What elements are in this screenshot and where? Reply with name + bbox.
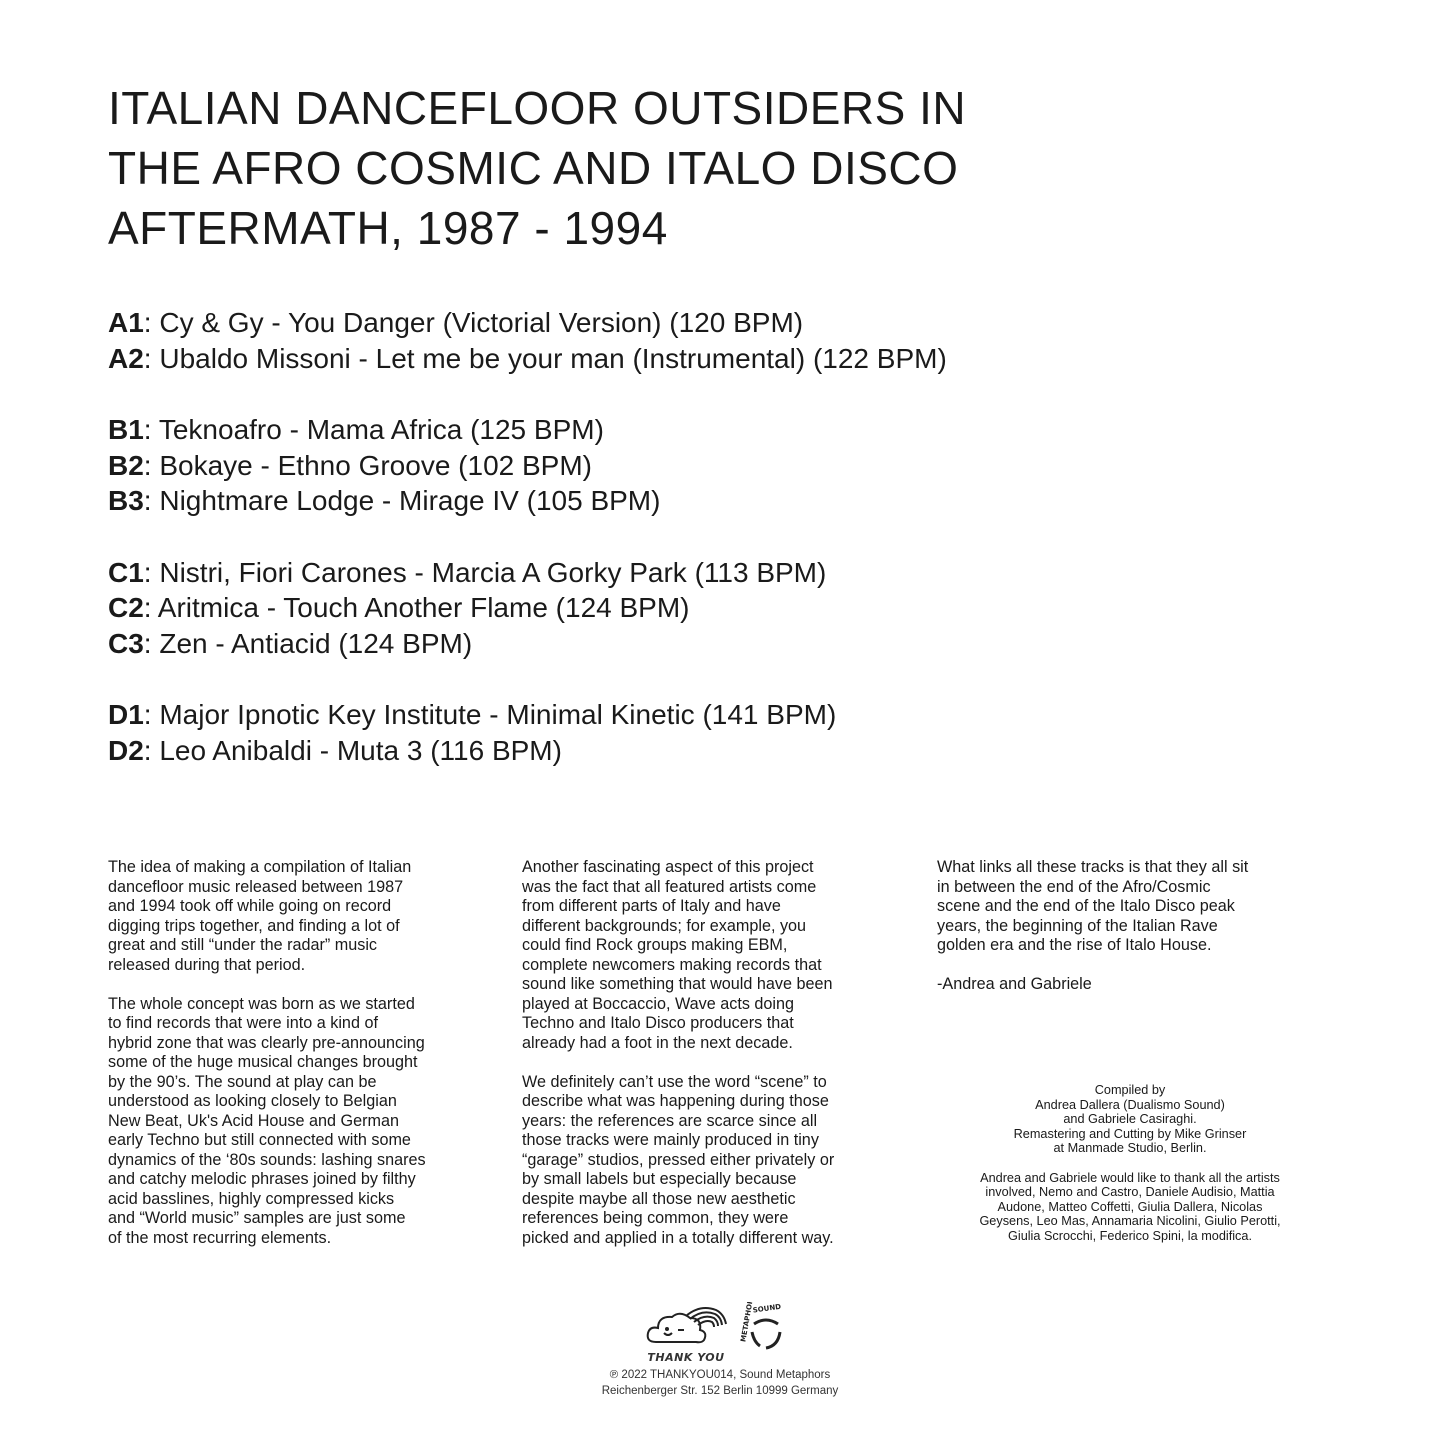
text-line: Compiled by: [1094, 1083, 1166, 1097]
text-line: Remastering and Cutting by Mike Grinser: [1013, 1126, 1247, 1141]
track-a2: [108, 341, 1358, 377]
track-code: C1: [108, 556, 144, 588]
track-code: A2: [108, 342, 144, 374]
text-line: acid basslines, highly compressed kicks: [108, 1189, 395, 1208]
label-logos: [520, 1302, 920, 1367]
cloud-rainbow-icon: [644, 1302, 728, 1348]
paragraph: [108, 858, 488, 975]
thanks-credits: [935, 1171, 1325, 1244]
text-line: What links all these tracks is that they all sit: [937, 858, 1249, 876]
text-line: Audone, Matteo Coffetti, Giulia Dallera, Nicolas: [997, 1199, 1263, 1214]
track-title: : Leo Anibaldi - Muta 3 (116 BPM): [143, 734, 562, 766]
text-line: dynamics of the ‘80s sounds: lashing snares: [108, 1150, 426, 1169]
text-line: The idea of making a compilation of Italian: [108, 858, 412, 876]
thank-you-logo-text: THANK YOU: [647, 1351, 725, 1364]
track-b3: [108, 483, 1358, 519]
text-line: from different parts of Italy and have: [522, 897, 781, 915]
text-line: was the fact that all featured artists come: [522, 877, 817, 896]
track-a1: [108, 305, 1358, 341]
text-line: Another fascinating aspect of this project: [522, 858, 814, 876]
text-line: sound like something that would have been: [522, 975, 833, 993]
track-title: : Nistri, Fiori Carones - Marcia A Gorky Park (113 BPM): [143, 556, 827, 588]
sound-metaphors-emblem-icon: [736, 1302, 796, 1362]
text-line: understood as looking closely to Belgian: [108, 1092, 397, 1110]
text-line: already had a foot in the next decade.: [522, 1033, 793, 1052]
thank-you-logo: [644, 1302, 728, 1364]
sound-metaphors-logo: [736, 1302, 796, 1367]
text-line: involved, Nemo and Castro, Daniele Audisio, Mattia: [985, 1185, 1275, 1200]
text-line: Techno and Italo Disco producers that: [522, 1014, 794, 1032]
track-code: B3: [108, 485, 144, 516]
track-c2: [108, 590, 1358, 626]
track-code: B2: [108, 449, 144, 481]
paragraph: [108, 995, 488, 1249]
text-line: released during that period.: [108, 955, 306, 974]
text-line: and 1994 took off while going on record: [108, 897, 392, 915]
tracklist: [108, 305, 1358, 768]
text-line: scene and the end of the Italo Disco peak: [937, 897, 1235, 915]
paragraph: [522, 858, 902, 1053]
text-line: references being common, they were: [522, 1209, 789, 1227]
track-title: : Bokaye - Ethno Groove (102 BPM): [143, 449, 593, 481]
text-line: golden era and the rise of Italo House.: [937, 936, 1212, 954]
text-line: by the 90’s. The sound at play can be: [108, 1072, 377, 1091]
liner-notes-column-2: [522, 858, 902, 1268]
text-line: some of the huge musical changes brought: [108, 1053, 418, 1071]
track-b2: [108, 448, 1358, 484]
text-line: played at Boccaccio, Wave acts doing: [522, 994, 795, 1013]
track-c3: [108, 626, 1358, 662]
liner-notes-column-3: [937, 858, 1327, 1014]
text-line: hybrid zone that was clearly pre-announcing: [108, 1033, 425, 1052]
text-line: at Manmade Studio, Berlin.: [1053, 1141, 1207, 1156]
svg-text:SOUND: SOUND: [752, 1302, 782, 1315]
track-code: A1: [108, 307, 144, 338]
track-code: D2: [108, 734, 144, 766]
track-code: C3: [108, 627, 144, 659]
track-code: D1: [108, 699, 144, 730]
svg-text:METAPHORS: METAPHORS: [739, 1302, 756, 1343]
text-line: dancefloor music released between 1987: [108, 877, 404, 896]
text-line: Geysens, Leo Mas, Annamaria Nicolini, Giulio Perotti,: [979, 1214, 1281, 1229]
text-line: early Techno but still connected with some: [108, 1131, 411, 1149]
liner-notes-column-1: [108, 858, 488, 1268]
text-line: picked and applied in a totally different way.: [522, 1228, 834, 1247]
track-title: : Aritmica - Touch Another Flame (124 BPM): [143, 592, 690, 623]
track-c1: [108, 555, 1358, 591]
paragraph: [522, 1073, 902, 1249]
text-line: Andrea Dallera (Dualismo Sound): [1035, 1097, 1225, 1112]
text-line: We definitely can’t use the word “scene” to: [522, 1072, 827, 1091]
text-line: those tracks were mainly produced in tiny: [522, 1131, 819, 1149]
track-title: : Major Ipnotic Key Institute - Minimal Kinetic (141 BPM): [143, 699, 837, 730]
track-title: : Ubaldo Missoni - Let me be your man (Instrumental) (122 BPM): [143, 342, 947, 374]
track-title: : Zen - Antiacid (124 BPM): [143, 627, 473, 659]
text-line: different backgrounds; for example, you: [522, 916, 807, 935]
text-line: “garage” studios, pressed either privately or: [522, 1150, 835, 1169]
text-line: despite maybe all those new aesthetic: [522, 1189, 796, 1208]
text-line: Andrea and Gabriele would like to thank all the artists: [980, 1170, 1280, 1185]
album-title: [108, 78, 1308, 258]
text-line: complete newcomers making records that: [522, 955, 822, 974]
credits: [935, 1083, 1325, 1258]
track-b1: [108, 412, 1358, 448]
text-line: Giulia Scrocchi, Federico Spini, la modifica.: [1008, 1228, 1252, 1243]
text-line: New Beat, Uk's Acid House and German: [108, 1111, 400, 1130]
text-line: in between the end of the Afro/Cosmic: [937, 877, 1211, 896]
text-line: of the most recurring elements.: [108, 1228, 332, 1247]
text-line: describe what was happening during those: [522, 1092, 829, 1110]
copyright-line: ℗ 2022 THANKYOU014, Sound Metaphors: [609, 1369, 831, 1381]
text-line: could find Rock groups making EBM,: [522, 936, 788, 954]
text-line: to find records that were into a kind of: [108, 1014, 378, 1032]
track-code: C2: [108, 592, 144, 623]
text-line: and “World music” samples are just some: [108, 1209, 406, 1227]
text-line: and catchy melodic phrases joined by filthy: [108, 1170, 416, 1188]
text-line: by small labels but especially because: [522, 1170, 797, 1188]
text-line: The whole concept was born as we started: [108, 994, 415, 1013]
text-line: years, the beginning of the Italian Rave: [937, 916, 1218, 935]
title-line: ITALIAN DANCEFLOOR OUTSIDERS IN: [108, 82, 967, 134]
track-title: : Nightmare Lodge - Mirage IV (105 BPM): [143, 485, 661, 516]
track-code: B1: [108, 414, 144, 445]
signature: -Andrea and Gabriele: [937, 975, 1092, 993]
footer: [520, 1302, 920, 1399]
track-title: : Teknoafro - Mama Africa (125 BPM): [143, 414, 604, 445]
track-d1: [108, 697, 1358, 733]
text-line: great and still “under the radar” music: [108, 936, 378, 954]
track-title: : Cy & Gy - You Danger (Victorial Version) (120 BPM): [143, 307, 804, 338]
track-d2: [108, 733, 1358, 769]
paragraph: [937, 858, 1327, 956]
address-line: Reichenberger Str. 152 Berlin 10999 Germany: [601, 1385, 839, 1397]
text-line: years: the references are scarce since all: [522, 1111, 818, 1130]
compiled-credits: [935, 1083, 1325, 1156]
text-line: digging trips together, and finding a lot of: [108, 916, 400, 935]
text-line: and Gabriele Casiraghi.: [1063, 1112, 1197, 1127]
title-line: AFTERMATH, 1987 - 1994: [108, 202, 668, 254]
title-line: THE AFRO COSMIC AND ITALO DISCO: [108, 142, 959, 194]
